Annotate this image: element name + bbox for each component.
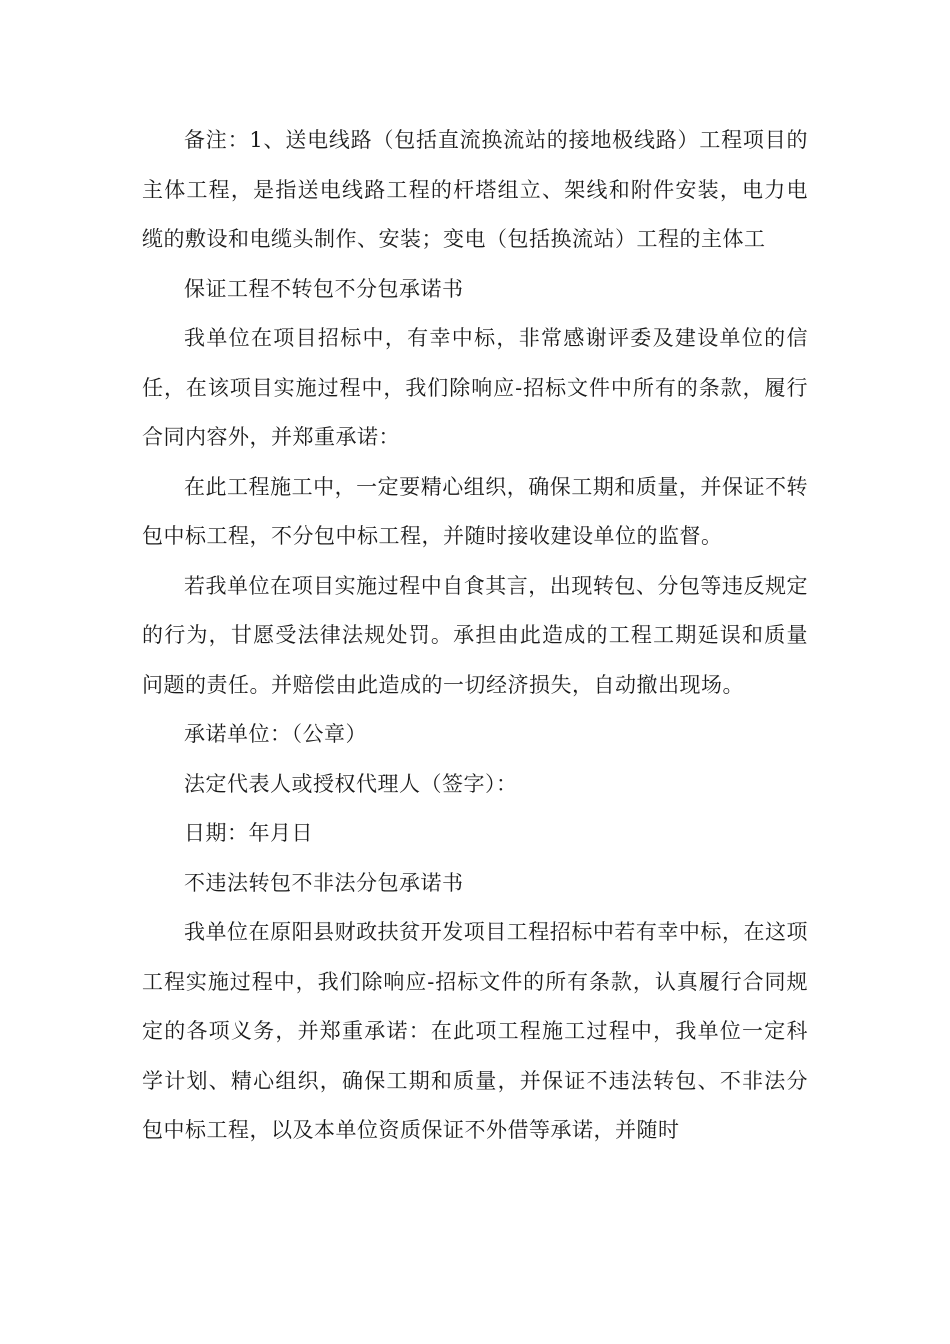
commitment-intro-paragraph: 我单位在项目招标中，有幸中标，非常感谢评委及建设单位的信任，在该项目实施过程中，我们除响应-招标文件中所有的条款，履行合同内容外，并郑重承诺： (142, 326, 808, 449)
document-page (142, 116, 808, 1156)
legal-representative-line: 法定代表人或授权代理人（签字）： (184, 771, 518, 796)
commitment-title-no-subcontract: 保证工程不转包不分包承诺书 (184, 276, 464, 301)
commitment-title-no-illegal-subcontract: 不违法转包不非法分包承诺书 (184, 870, 464, 895)
commitment-penalty-paragraph: 若我单位在项目实施过程中自食其言，出现转包、分包等违反规定的行为，甘愿受法律法规处罚。承担由此造成的工程工期延误和质量问题的责任。并赔偿由此造成的一切经济损失，自动撤出现场。 (142, 573, 808, 697)
commitment-construction-paragraph: 在此工程施工中，一定要精心组织，确保工期和质量，并保证不转包中标工程，不分包中标工程，并随时接收建设单位的监督。 (142, 474, 808, 548)
date-line: 日期：年月日 (184, 821, 313, 845)
committing-unit-line: 承诺单位：（公章） (184, 722, 367, 746)
remark-paragraph: 备注：1、送电线路（包括直流换流站的接地极线路）工程项目的主体工程，是指送电线路工程的杆塔组立、架线和附件安装，电力电缆的敷设和电缆头制作、安装；变电（包括换流站）工程的主体工 (142, 128, 808, 251)
second-commitment-paragraph: 我单位在原阳县财政扶贫开发项目工程招标中若有幸中标，在这项工程实施过程中，我们除响应-招标文件的所有条款，认真履行合同规定的各项义务，并郑重承诺：在此项工程施工过程中，我单位一定科学计划、精心组织，确保工期和质量，并保证不违法转包、不非法分包中标工程，以及本单位资质保证不外借等承诺，并随时 (142, 920, 808, 1142)
